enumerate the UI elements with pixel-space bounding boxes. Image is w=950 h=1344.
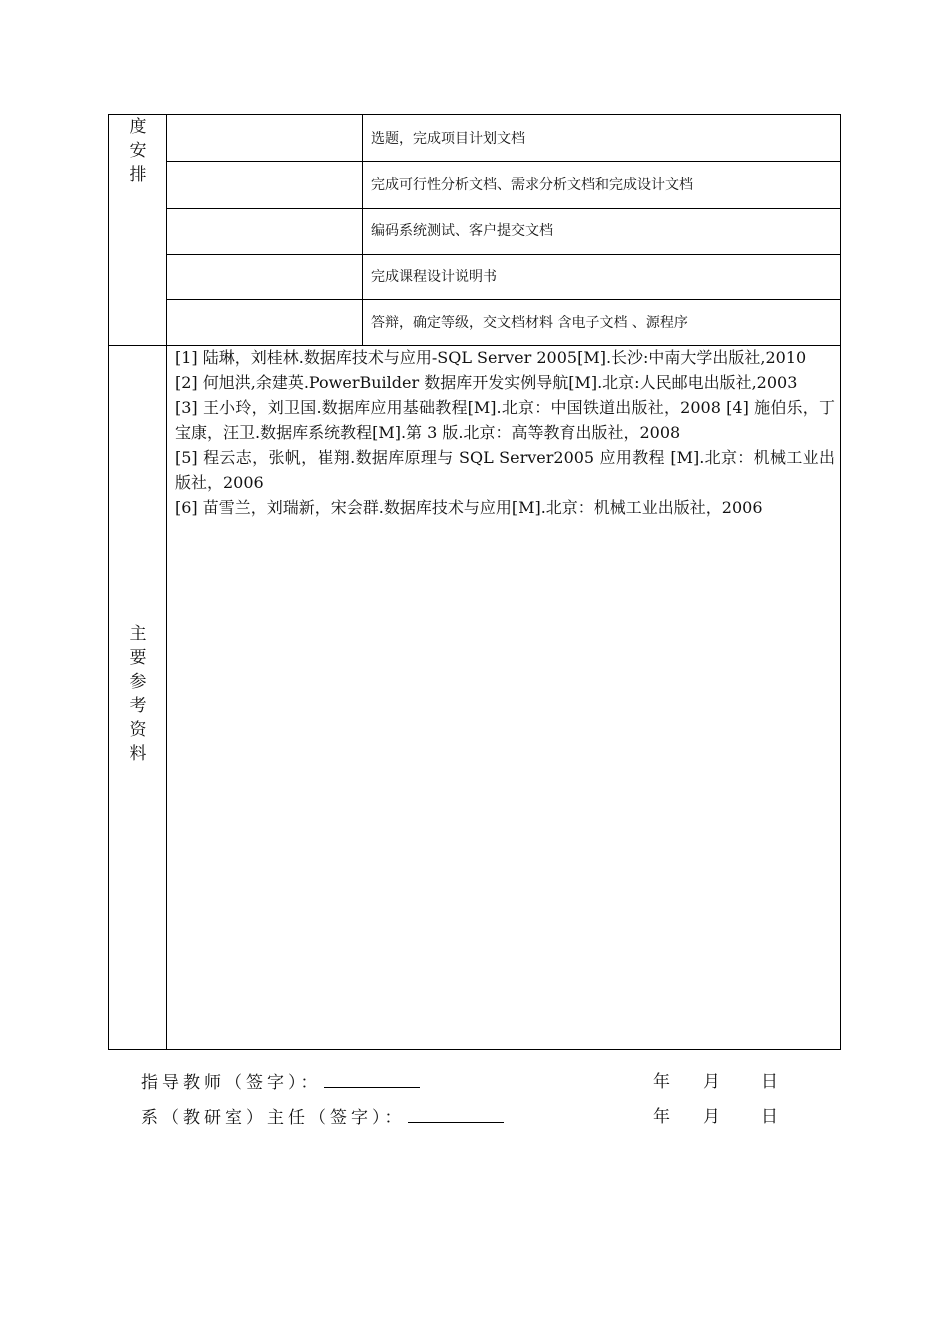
- reference-item: [2] 何旭洪,余建英.PowerBuilder 数据库开发实例导航[M].北京:人民邮电出版社,2003: [175, 373, 798, 392]
- schedule-label-char: 度: [129, 117, 147, 137]
- row-divider: [166, 299, 841, 300]
- reference-item: [6] 苗雪兰，刘瑞新，宋会群.数据库技术与应用[M].北京：机械工业出版社，2006: [175, 498, 763, 517]
- date-month: 月: [703, 1072, 720, 1092]
- schedule-label: [109, 115, 167, 187]
- references-label-char: 主: [129, 624, 147, 644]
- schedule-task: 完成课程设计说明书: [371, 269, 497, 285]
- date-day: 日: [761, 1072, 778, 1092]
- references-label-char: 料: [129, 744, 147, 764]
- advisor-signature-row: [141, 1070, 420, 1095]
- director-signature-line: [408, 1105, 504, 1123]
- references-list: [175, 345, 835, 520]
- schedule-label-char: 排: [129, 165, 147, 185]
- plan-table: [108, 114, 841, 1050]
- advisor-signature-line: [324, 1070, 420, 1088]
- date-day: 日: [761, 1107, 778, 1127]
- schedule-task: 编码系统测试、客户提交文档: [371, 223, 553, 239]
- reference-item: [5] 程云志，张帆，崔翔.数据库原理与 SQL Server2005 应用教程 [M].北京：机械工业出版社，2006: [175, 448, 835, 492]
- references-label-char: 参: [129, 672, 147, 692]
- date-year: 年: [653, 1072, 670, 1092]
- date-year: 年: [653, 1107, 670, 1127]
- advisor-date: [653, 1070, 778, 1094]
- schedule-task: 完成可行性分析文档、需求分析文档和完成设计文档: [371, 177, 693, 193]
- row-divider: [166, 161, 841, 162]
- references-label: [109, 622, 167, 766]
- director-signature-label: 系（教研室）主任（签字）：: [141, 1108, 406, 1128]
- schedule-task: 选题，完成项目计划文档: [371, 131, 525, 147]
- reference-item: [3] 王小玲，刘卫国.数据库应用基础教程[M].北京：中国铁道出版社，2008 [4] 施伯乐，丁宝康，汪卫.数据库系统教程[M].第 3 版.北京：高等教育出版社，2008: [175, 398, 835, 442]
- row-divider: [166, 208, 841, 209]
- schedule-label-char: 安: [129, 141, 147, 161]
- row-divider: [166, 254, 841, 255]
- advisor-signature-label: 指导教师（签字）：: [141, 1073, 322, 1093]
- schedule-task: 答辩，确定等级，交文档材料 含电子文档 、源程序: [371, 315, 688, 331]
- references-label-char: 考: [129, 696, 147, 716]
- date-month: 月: [703, 1107, 720, 1127]
- references-label-char: 资: [129, 720, 147, 740]
- label-column-divider: [166, 115, 167, 1049]
- director-date: [653, 1105, 778, 1129]
- references-label-char: 要: [129, 648, 147, 668]
- reference-item: [1] 陆琳，刘桂林.数据库技术与应用-SQL Server 2005[M].长沙:中南大学出版社,2010: [175, 348, 807, 367]
- task-column-divider: [362, 115, 363, 345]
- director-signature-row: [141, 1105, 504, 1130]
